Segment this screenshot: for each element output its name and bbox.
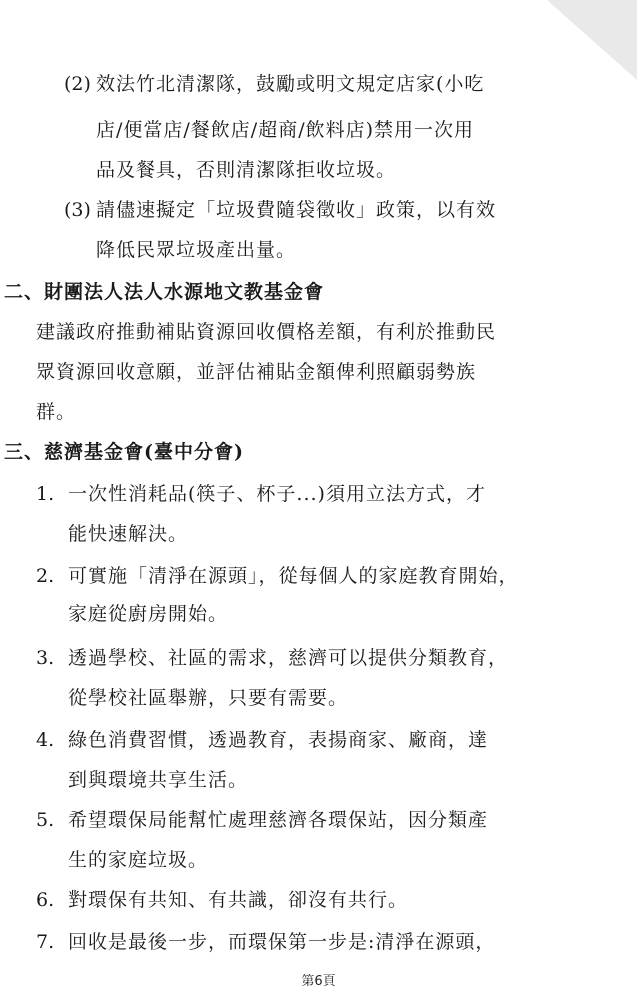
list-item: 希望環保局能幫忙處理慈濟各環保站，因分類產 <box>68 809 489 831</box>
list-item-number: 6. <box>36 889 55 911</box>
section-heading: 二、財團法人法人水源地文教基金會 <box>4 281 325 303</box>
item-marker: (3) <box>64 199 91 221</box>
list-item: 回收是最後一步，而環保第一步是:清淨在源頭， <box>68 931 496 953</box>
list-item-number: 5. <box>36 809 55 831</box>
text-line: 效法竹北清潔隊，鼓勵或明文規定店家(小吃 <box>96 73 485 95</box>
list-item: 一次性消耗品(筷子、杯子...)須用立法方式，才 <box>68 483 486 505</box>
page-number: 第6頁 <box>301 974 336 989</box>
text-line: 建議政府推動補貼資源回收價格差額，有利於推動民 <box>36 321 497 343</box>
list-item: 透過學校、社區的需求，慈濟可以提供分類教育， <box>68 647 509 669</box>
list-item: 生的家庭垃圾。 <box>68 849 209 871</box>
list-item-number: 7. <box>36 931 55 953</box>
list-item-number: 2. <box>36 565 55 587</box>
text-line: 眾資源回收意願，並評估補貼金額俾利照顧弱勢族 <box>36 361 477 383</box>
list-item: 綠色消費習慣，透過教育，表揚商家、廠商，達 <box>68 729 489 751</box>
list-item: 能快速解決。 <box>68 523 189 545</box>
list-item-number: 4. <box>36 729 55 751</box>
list-item: 到與環境共享生活。 <box>68 769 249 791</box>
list-item: 可實施「清淨在源頭」，從每個人的家庭教育開始， <box>68 565 519 587</box>
page-fold-corner <box>547 0 637 80</box>
text-line: 請儘速擬定「垃圾費隨袋徵收」政策，以有效 <box>96 199 497 221</box>
section-heading: 三、慈濟基金會(臺中分會) <box>4 441 244 463</box>
text-line: 群。 <box>36 401 77 423</box>
list-item: 從學校社區舉辦，只要有需要。 <box>68 687 349 709</box>
list-item-number: 1. <box>36 483 55 505</box>
text-line: 店/便當店/餐飲店/超商/飲料店)禁用一次用 <box>96 119 475 141</box>
text-line: 降低民眾垃圾產出量。 <box>96 239 297 261</box>
list-item-number: 3. <box>36 647 55 669</box>
list-item: 對環保有共知、有共識，卻沒有共行。 <box>68 889 409 911</box>
item-marker: (2) <box>64 73 91 95</box>
list-item: 家庭從廚房開始。 <box>68 603 229 625</box>
text-line: 品及餐具，否則清潔隊拒收垃圾。 <box>96 159 397 181</box>
